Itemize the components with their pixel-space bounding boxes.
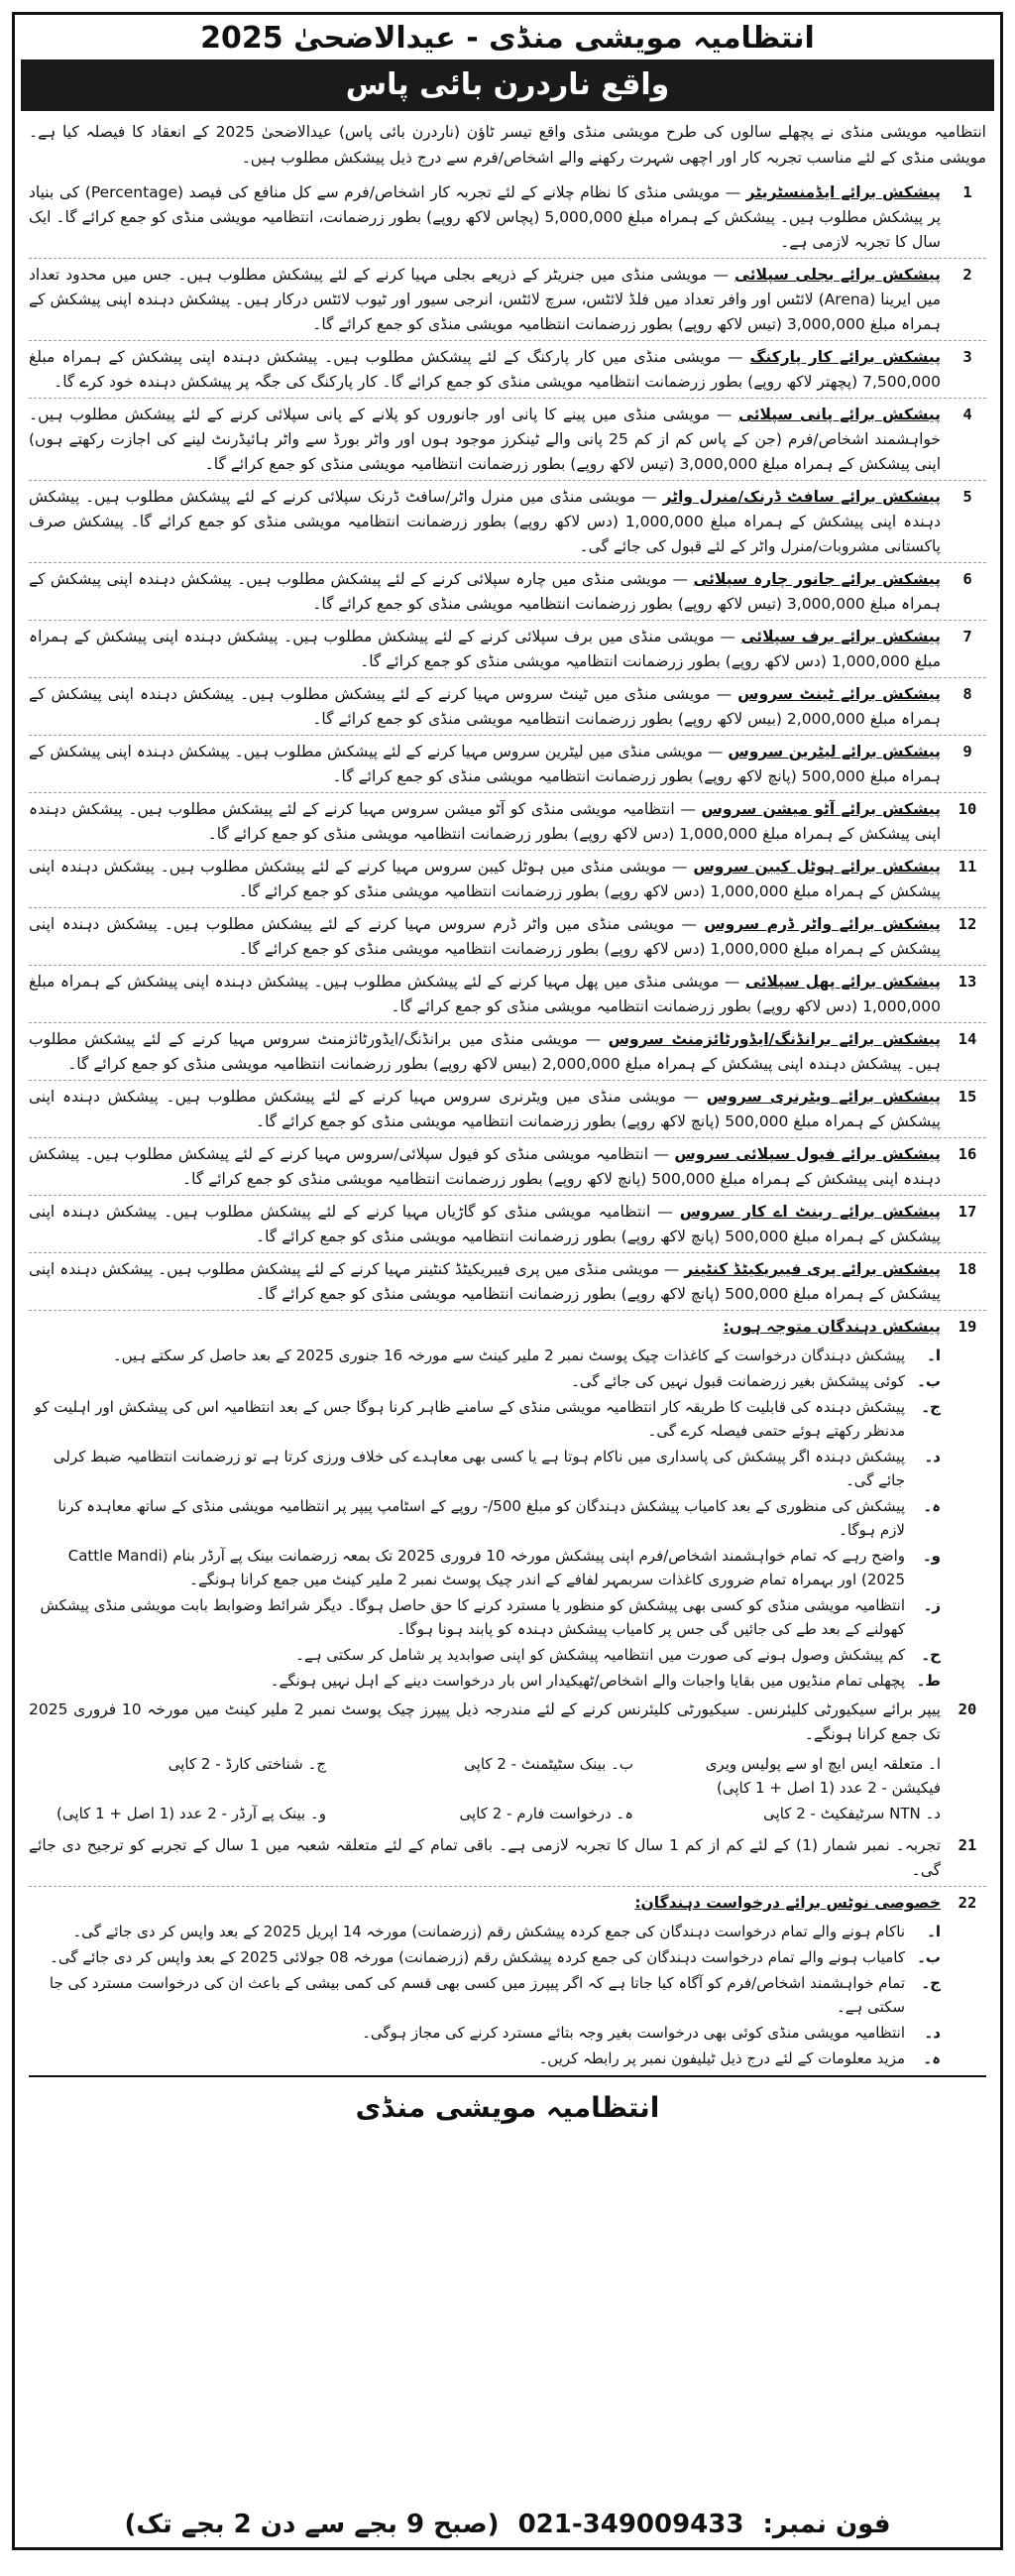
tender-item: 8 پیشکش برائے ٹینٹ سروس — مویشی منڈی میں ٹینٹ سروس مہیا کرنے کے لئے پیشکش مطلوب ہیں۔ پیشکش دہندہ اپنی پیشکش کے ہمراہ مبلغ 2,000,000 (بیس لاکھ روپے) بطور زرضمانت انتظامیہ مویشی منڈی کو جمع کرائے گا۔ [29,678,986,736]
sub-clause-label: ہ۔ [923,2049,941,2067]
sub-clause [29,1343,986,1368]
tender-item: 10 پیشکش برائے آٹو میشن سروس — انتظامیہ مویشی منڈی کو آٹو میشن سروس مہیا کرنے کے لئے پیشکش مطلوب ہیں۔ پیشکش دہندہ اپنی پیشکش کے ہمراہ مبلغ 1,000,000 (دس لاکھ روپے) بطور زرضمانت انتظامیہ مویشی منڈی کو جمع کرائے گا۔ [29,793,986,851]
item-heading: پیشکش دہندگان متوجہ ہوں: [723,1318,941,1336]
sub-clause-label: ب۔ [917,1372,941,1390]
sub-clause-text: تمام خواہشمند اشخاص/فرم کو آگاہ کیا جاتا ہے کہ اگر پیپرز میں کسی بھی قسم کی کمی بیشی کے باعث ان کی درخواست مسترد کی جا سکتی ہے۔ [49,1974,905,2016]
tender-item: 9 پیشکش برائے لیٹرین سروس — مویشی منڈی میں لیٹرین سروس مہیا کرنے کے لئے پیشکش مطلوب ہیں۔ پیشکش دہندہ اپنی پیشکش کے ہمراہ مبلغ 500,000 (پانچ لاکھ روپے) بطور زرضمانت انتظامیہ مویشی منڈی کو جمع کرائے گا۔ [29,736,986,793]
item-number: 13 [958,973,977,991]
item-text: مویشی منڈی میں جنریٹر کے ذریعے بجلی مہیا کرنے کے لئے پیشکش مطلوب ہیں۔ جس میں محدود تعداد میں ایرینا (Arena) لائٹس اور وافر تعداد میں فلڈ لائٹس، سرچ لائٹس، انرجی سیور اور ٹیوب لائٹس درکار ہیں۔ پیشکش دہندہ اپنی پیشکش کے ہمراہ مبلغ 3,000,000 (تیس لاکھ روپے) بطور زرضمانت انتظامیہ مویشی منڈی کو جمع کرائے گا۔ [29,266,941,333]
divider [29,2075,986,2077]
item-text: مویشی منڈی میں پری فیبریکیٹڈ کنٹینر مہیا کرنے کے لئے پیشکش مطلوب ہیں۔ پیشکش دہندہ اپنی پیشکش کے ہمراہ مبلغ 500,000 (پانچ لاکھ روپے) بطور زرضمانت انتظامیہ مویشی منڈی کو جمع کرائے گا۔ [29,1260,941,1303]
tender-item: 2 پیشکش برائے بجلی سپلائی — مویشی منڈی میں جنریٹر کے ذریعے بجلی مہیا کرنے کے لئے پیشکش مطلوب ہیں۔ جس میں محدود تعداد میں ایرینا (Arena) لائٹس اور وافر تعداد میں فلڈ لائٹس، سرچ لائٹس، انرجی سیور اور ٹیوب لائٹس درکار ہیں۔ پیشکش دہندہ اپنی پیشکش کے ہمراہ مبلغ 3,000,000 (تیس لاکھ روپے) بطور زرضمانت انتظامیہ مویشی منڈی کو جمع کرائے گا۔ [29,259,986,341]
item-text: مویشی منڈی میں واٹر ڈرم سروس مہیا کرنے کے لئے پیشکش مطلوب ہیں۔ پیشکش دہندہ اپنی پیشکش کے ہمراہ مبلغ 1,000,000 (دس لاکھ روپے) بطور زرضمانت انتظامیہ مویشی منڈی کو جمع کرائے گا۔ [29,915,941,958]
sub-clause-text: پچھلی تمام منڈیوں میں بقایا واجبات والے اشخاص/ٹھیکیدار اس بار درخواست دینے کے اہل نہیں ہونگے۔ [270,1672,905,1690]
item-text: مویشی منڈی میں برانڈنگ/ایڈورٹائزمنٹ سروس مہیا کرنے کے لئے پیشکش مطلوب ہیں۔ پیشکش دہندہ اپنی پیشکش کے ہمراہ مبلغ 2,000,000 (بیس لاکھ روپے) بطور زرضمانت انتظامیہ مویشی منڈی کو جمع کرائے گا۔ [29,1030,941,1073]
sub-clause-label: د۔ [924,2024,941,2042]
sub-clause [29,1368,986,1394]
item-number: 1 [962,183,972,201]
sub-clause [29,1493,986,1543]
sub-clause [29,1919,986,1944]
sub-clause-label: ج۔ [921,1974,941,1992]
tender-item: 12 پیشکش برائے واٹر ڈرم سروس — مویشی منڈی میں واٹر ڈرم سروس مہیا کرنے کے لئے پیشکش مطلوب ہیں۔ پیشکش دہندہ اپنی پیشکش کے ہمراہ مبلغ 1,000,000 (دس لاکھ روپے) بطور زرضمانت انتظامیہ مویشی منڈی کو جمع کرائے گا۔ [29,908,986,966]
item-text: پیپر برائے سیکیورٹی کلیئرنس۔ سیکیورٹی کلیئرنس کرنے کے لئے مندرجہ ذیل پیپرز چیک پوسٹ نمبر 2 ملیر کینٹ میں مورخہ 10 فروری 2025 تک جمع کرانا ہونگے۔ [29,1700,941,1743]
tender-item: 18 پیشکش برائے پری فیبریکیٹڈ کنٹینر — مویشی منڈی میں پری فیبریکیٹڈ کنٹینر مہیا کرنے کے لئے پیشکش مطلوب ہیں۔ پیشکش دہندہ اپنی پیشکش کے ہمراہ مبلغ 500,000 (پانچ لاکھ روپے) بطور زرضمانت انتظامیہ مویشی منڈی کو جمع کرائے گا۔ [29,1253,986,1311]
item-number: 18 [958,1260,977,1278]
item-heading: پیشکش برائے ویٹرنری سروس [706,1088,941,1106]
sub-clause-label: د۔ [924,1448,941,1465]
sub-clause-text: واضح رہے کہ تمام خواہشمند اشخاص/فرم اپنی پیشکش مورخہ 10 فروری 2025 تک بمعہ زرضمانت بینک پے آرڈر بنام (Cattle Mandi 2025) اور بہمراہ تمام ضروری کاغذات سربمہر لفافے کے اندر چیک پوسٹ نمبر 2 ملیر کینٹ میں جمع کرانا ہونگے۔ [67,1547,905,1588]
item-number: 8 [962,685,972,703]
sub-clause-label: ح۔ [921,1646,941,1664]
item-heading: پیشکش برائے جانور چارہ سپلائی [693,570,941,588]
item-heading: پیشکش برائے فیول سپلائی سروس [674,1145,942,1163]
notice-page [12,12,1003,2550]
item-number: 17 [958,1203,977,1221]
item-text: مویشی منڈی میں ٹینٹ سروس مہیا کرنے کے لئے پیشکش مطلوب ہیں۔ پیشکش دہندہ اپنی پیشکش کے ہمراہ مبلغ 2,000,000 (بیس لاکھ روپے) بطور زرضمانت انتظامیہ مویشی منڈی کو جمع کرائے گا۔ [29,685,941,728]
phone-label: فون نمبر: [762,2510,891,2539]
sub-clause-text: انتظامیہ مویشی منڈی کو کسی بھی پیشکش کو منظور یا مسترد کرنے کا حق حاصل ہوگا۔ دیگر شرائط وضوابط بابت مویشی منڈی پیشکش کھولنے کے بعد طے کی جائیں گی جس پر کامیاب پیشکش دہندہ کو پابند ہونا ہوگا۔ [40,1596,905,1638]
sub-clause [29,1394,986,1444]
sub-clause-label: و۔ [922,1547,941,1565]
tender-item: 3 پیشکش برائے کار پارکنگ — مویشی منڈی میں کار پارکنگ کے لئے پیشکش مطلوب ہیں۔ پیشکش دہندہ اپنی پیشکش کے ہمراہ مبلغ 7,500,000 (پچھتر لاکھ روپے) بطور زرضمانت انتظامیہ مویشی منڈی کو جمع کرائے گا۔ کار پارکنگ کی جگہ پر پیشکش دہندہ خود کرے گا۔ [29,341,986,399]
item-number: 11 [958,858,977,876]
document-entry: ا۔ متعلقہ ایس ایچ او سے پولیس ویری فیکیشن - 2 عدد (1 اصل + 1 کاپی) [705,1755,941,1797]
item-number: 21 [958,1836,977,1854]
item-number: 3 [962,348,972,366]
sub-clause-label: ا۔ [927,1923,941,1940]
signature: انتظامیہ مویشی منڈی [355,2091,660,2124]
item-number: 22 [958,1894,977,1912]
item-number: 2 [962,266,972,284]
sub-clause [29,2046,986,2071]
item-number: 12 [958,915,977,933]
item-text: انتظامیہ مویشی منڈی کو گاڑیاں مہیا کرنے کے لئے پیشکش مطلوب ہیں۔ پیشکش دہندہ اپنی پیشکش کے ہمراہ مبلغ 500,000 (پانچ لاکھ روپے) بطور زرضمانت انتظامیہ مویشی منڈی کو جمع کرائے گا۔ [29,1203,941,1245]
item-heading: پیشکش برائے ٹینٹ سروس [737,685,942,703]
sub-clause [29,1642,986,1668]
tender-item: 7 پیشکش برائے برف سپلائی — مویشی منڈی میں برف سپلائی کرنے کے لئے پیشکش مطلوب ہیں۔ پیشکش دہندہ اپنی پیشکش کے ہمراہ مبلغ 1,000,000 (دس لاکھ روپے) بطور زرضمانت انتظامیہ مویشی منڈی کو جمع کرائے گا۔ [29,621,986,678]
item-text: مویشی منڈی میں ہوٹل کیبن سروس مہیا کرنے کے لئے پیشکش مطلوب ہیں۔ پیشکش دہندہ اپنی پیشکش کے ہمراہ مبلغ 1,000,000 (دس لاکھ روپے) بطور زرضمانت انتظامیہ مویشی منڈی کو جمع کرائے گا۔ [29,858,941,900]
sub-clause-text: پیشکش کی منظوری کے بعد کامیاب پیشکش دہندگان کو مبلغ 500/- روپے کے اسٹامپ پیپر پر انتظامیہ مویشی منڈی کے ساتھ معاہدہ کرنا لازم ہوگا۔ [57,1497,905,1539]
item-text: مویشی منڈی میں منرل واٹر/سافٹ ڈرنک سپلائی کرنے کے لئے پیشکش مطلوب ہیں۔ پیشکش دہندہ اپنی پیشکش کے ہمراہ مبلغ 1,000,000 (دس لاکھ روپے) بطور زرضمانت انتظامیہ مویشی منڈی کو جمع کرائے گا۔ پیشکش صرف پاکستانی مشروبات/منرل واٹر کے لئے قبول کی جائے گی۔ [29,488,941,555]
sub-clause-text: انتظامیہ مویشی منڈی کوئی بھی درخواست بغیر وجہ بتائے مسترد کرنے کی مجاز ہوگی۔ [362,2024,905,2042]
sub-clause [29,2020,986,2046]
item-number: 7 [962,628,972,645]
sub-clause-text: کم پیشکش وصول ہونے کی صورت میں انتظامیہ پیشکش کو اپنی صوابدید پر شامل کر سکتی ہے۔ [295,1646,905,1664]
tender-item: 1 پیشکش برائے ایڈمنسٹریٹر — مویشی منڈی کا نظام چلانے کے لئے تجربہ کار اشخاص/فرم سے کل منافع کی فیصد (Percentage) کی بنیاد پر پیشکش مطلوب ہیں۔ پیشکش کے ہمراہ مبلغ 5,000,000 (پچاس لاکھ روپے) بطور زرضمانت، انتظامیہ مویشی منڈی کو جمع کرائے گا۔ ایک سال کا تجربہ لازمی ہے۔ [29,176,986,259]
item-text: انتظامیہ مویشی منڈی کو آٹو میشن سروس مہیا کرنے کے لئے پیشکش مطلوب ہیں۔ پیشکش دہندہ اپنی پیشکش کے ہمراہ مبلغ 1,000,000 (دس لاکھ روپے) بطور زرضمانت انتظامیہ مویشی منڈی کو جمع کرائے گا۔ [29,800,941,843]
tender-item: 16 پیشکش برائے فیول سپلائی سروس — انتظامیہ مویشی منڈی کو فیول سپلائی/سروس مہیا کرنے کے لئے پیشکش مطلوب ہیں۔ پیشکش دہندہ اپنی پیشکش کے ہمراہ مبلغ 500,000 (پانچ لاکھ روپے) بطور زرضمانت انتظامیہ مویشی منڈی کو جمع کرائے گا۔ [29,1138,986,1196]
required-documents [29,1750,986,1829]
item-text: تجربہ۔ نمبر شمار (1) کے لئے کم از کم 1 سال کا تجربہ لازمی ہے۔ باقی تمام کے لئے متعلقہ شعبہ میں 1 سال کے تجربے کو ترجیح دی جائے گی۔ [29,1836,942,1879]
sub-clause-label: ط۔ [916,1672,941,1690]
sub-clause [29,1592,986,1642]
item-heading: پیشکش برائے برف سپلائی [740,628,941,645]
sub-clause-label: ب۔ [917,1948,941,1966]
sub-clause-text: کوئی پیشکش بغیر زرضمانت قبول نہیں کی جائے گی۔ [571,1372,905,1390]
item-heading: پیشکش برائے پانی سپلائی [738,406,941,423]
item-number: 19 [958,1318,977,1336]
tender-item: 6 پیشکش برائے جانور چارہ سپلائی — مویشی منڈی میں چارہ سپلائی کرنے کے لئے پیشکش مطلوب ہیں۔ پیشکش دہندہ اپنی پیشکش کے ہمراہ مبلغ 3,000,000 (تیس لاکھ روپے) بطور زرضمانت انتظامیہ مویشی منڈی کو جمع کرائے گا۔ [29,563,986,621]
item-text: مویشی منڈی میں لیٹرین سروس مہیا کرنے کے لئے پیشکش مطلوب ہیں۔ پیشکش دہندہ اپنی پیشکش کے ہمراہ مبلغ 500,000 (پانچ لاکھ روپے) بطور زرضمانت انتظامیہ مویشی منڈی کو جمع کرائے گا۔ [29,743,941,785]
item-20 [15,1694,1000,1829]
sub-clause [29,1970,986,2020]
item-heading: پیشکش برائے برانڈنگ/ایڈورٹائزمنٹ سروس [608,1030,941,1048]
tender-item: 13 پیشکش برائے پھل سپلائی — مویشی منڈی میں پھل مہیا کرنے کے لئے پیشکش مطلوب ہیں۔ پیشکش دہندہ اپنی پیشکش کے ہمراہ مبلغ 1,000,000 (دس لاکھ روپے) بطور زرضمانت انتظامیہ مویشی منڈی کو جمع کرائے گا۔ [29,966,986,1023]
item-text: مویشی منڈی میں پینے کا پانی اور جانوروں کو پلانے کے پانی سپلائی کرنے کے لئے پیشکش مطلوب ہیں۔ خواہشمند اشخاص/فرم (جن کے پاس کم از کم 25 پانی والے ٹینکرز موجود ہوں اور واٹر بورڈ سے واٹر ہائیڈرنٹ لینے کی اجازت رکھتے ہوں) اپنی پیشکش کے ہمراہ مبلغ 3,000,000 (تیس لاکھ روپے) بطور زرضمانت انتظامیہ مویشی منڈی کو جمع کرائے گا۔ [29,406,941,473]
item-heading: پیشکش برائے واٹر ڈرم سروس [704,915,941,933]
sub-clause-text: پیشکش دہندہ اگر پیشکش کی پاسداری میں ناکام ہوتا ہے یا کسی بھی معاہدے کی خلاف ورزی کرتا ہے تو زرضمانت انتظامیہ ضبط کرلی جائے گی۔ [53,1448,905,1489]
location-banner: واقع ناردرن بائی پاس [21,59,994,111]
item-number: 20 [958,1700,977,1718]
sub-clause [29,1543,986,1592]
sub-clause-label: ج۔ [921,1398,941,1416]
item-19 [15,1311,1000,1694]
sub-clause-text: پیشکش دہندگان درخواست کے کاغذات چیک پوسٹ نمبر 2 ملیر کینٹ سے مورخہ 16 جنوری 2025 کے بعد حاصل کر سکتے ہیں۔ [112,1347,905,1364]
intro-paragraph: انتظامیہ مویشی منڈی نے پچھلے سالوں کی طرح مویشی منڈی واقع تیسر ٹاؤن (ناردرن بائی پاس) عیدالاضحیٰ 2025 کے انعقاد کا فیصلہ کیا ہے۔ مویشی منڈی کے لئے مناسب تجربہ کار اور اچھی شہرت رکھنے والے اشخاص/فرم سے درج ذیل پیشکش مطلوب ہیں۔ [29,123,986,167]
tender-item: 14 پیشکش برائے برانڈنگ/ایڈورٹائزمنٹ سروس — مویشی منڈی میں برانڈنگ/ایڈورٹائزمنٹ سروس مہیا کرنے کے لئے پیشکش مطلوب ہیں۔ پیشکش دہندہ اپنی پیشکش کے ہمراہ مبلغ 2,000,000 (بیس لاکھ روپے) بطور زرضمانت انتظامیہ مویشی منڈی کو جمع کرائے گا۔ [29,1023,986,1081]
item-heading: پیشکش برائے لیٹرین سروس [728,743,941,761]
tender-item: 15 پیشکش برائے ویٹرنری سروس — مویشی منڈی میں ویٹرنری سروس مہیا کرنے کے لئے پیشکش مطلوب ہیں۔ پیشکش دہندہ اپنی پیشکش کے ہمراہ مبلغ 500,000 (پانچ لاکھ روپے) بطور زرضمانت انتظامیہ مویشی منڈی کو جمع کرائے گا۔ [29,1081,986,1138]
item-heading: پیشکش برائے آٹو میشن سروس [701,800,941,818]
item-22 [15,1887,1000,2071]
item-heading: پیشکش برائے بجلی سپلائی [734,266,941,284]
contact-phone [15,2510,1000,2539]
item-number: 10 [958,800,977,818]
item-text: انتظامیہ مویشی منڈی کو فیول سپلائی/سروس مہیا کرنے کے لئے پیشکش مطلوب ہیں۔ پیشکش دہندہ اپنی پیشکش کے ہمراہ مبلغ 500,000 (پانچ لاکھ روپے) بطور زرضمانت انتظامیہ مویشی منڈی کو جمع کرائے گا۔ [29,1145,941,1188]
sub-clause-text: پیشکش دہندہ کی قابلیت کا طریقہ کار انتظامیہ مویشی منڈی کے سامنے ظاہر کرنا ہوگا جس کے بعد انتظامیہ اس کی پیشکش اور اہلیت کو مدنظر رکھتے ہوئے حتمی فیصلہ کرے گی۔ [34,1398,905,1440]
item-number: 15 [958,1088,977,1106]
sub-clause-text: ناکام ہونے والے تمام درخواست دہندگان کی جمع کردہ پیشکش رقم (زرضمانت) مورخہ 14 اپریل 2025 کے بعد واپس کر دی جائے گی۔ [72,1923,905,1940]
item-text: مویشی منڈی میں کار پارکنگ کے لئے پیشکش مطلوب ہیں۔ پیشکش دہندہ اپنی پیشکش کے ہمراہ مبلغ 7,500,000 (پچھتر لاکھ روپے) بطور زرضمانت انتظامیہ مویشی منڈی کو جمع کرائے گا۔ کار پارکنگ کی جگہ پر پیشکش دہندہ خود کرے گا۔ [29,348,941,391]
item-text: مویشی منڈی کا نظام چلانے کے لئے تجربہ کار اشخاص/فرم سے کل منافع کی فیصد (Percentage) کی بنیاد پر پیشکش مطلوب ہیں۔ پیشکش کے ہمراہ مبلغ 5,000,000 (پچاس لاکھ روپے) بطور زرضمانت، انتظامیہ مویشی منڈی کو جمع کرائے گا۔ ایک سال کا تجربہ لازمی ہے۔ [29,183,942,251]
tender-item: 17 پیشکش برائے رینٹ اے کار سروس — انتظامیہ مویشی منڈی کو گاڑیاں مہیا کرنے کے لئے پیشکش مطلوب ہیں۔ پیشکش دہندہ اپنی پیشکش کے ہمراہ مبلغ 500,000 (پانچ لاکھ روپے) بطور زرضمانت انتظامیہ مویشی منڈی کو جمع کرائے گا۔ [29,1196,986,1253]
document-entry: ج۔ شناختی کارڈ - 2 کاپی [168,1755,326,1773]
sub-clause [29,1668,986,1694]
item-text: مویشی منڈی میں برف سپلائی کرنے کے لئے پیشکش مطلوب ہیں۔ پیشکش دہندہ اپنی پیشکش کے ہمراہ مبلغ 1,000,000 (دس لاکھ روپے) بطور زرضمانت انتظامیہ مویشی منڈی کو جمع کرائے گا۔ [29,628,941,670]
item-heading: پیشکش برائے ہوٹل کیبن سروس [693,858,941,876]
item-number: 4 [962,406,972,423]
tender-item: 11 پیشکش برائے ہوٹل کیبن سروس — مویشی منڈی میں ہوٹل کیبن سروس مہیا کرنے کے لئے پیشکش مطلوب ہیں۔ پیشکش دہندہ اپنی پیشکش کے ہمراہ مبلغ 1,000,000 (دس لاکھ روپے) بطور زرضمانت انتظامیہ مویشی منڈی کو جمع کرائے گا۔ [29,851,986,908]
item-number: 16 [958,1145,977,1163]
phone-number: 021-349009433 [517,2510,744,2539]
item-text: مویشی منڈی میں پھل مہیا کرنے کے لئے پیشکش مطلوب ہیں۔ پیشکش دہندہ اپنی پیشکش کے ہمراہ مبلغ 1,000,000 (دس لاکھ روپے) بطور زرضمانت انتظامیہ مویشی منڈی کو جمع کرائے گا۔ [29,973,941,1015]
sub-clause-text: مزید معلومات کے لئے درج ذیل ٹیلیفون نمبر پر رابطہ کریں۔ [538,2049,905,2067]
tender-item: 5 پیشکش برائے سافٹ ڈرنک/منرل واٹر — مویشی منڈی میں منرل واٹر/سافٹ ڈرنک سپلائی کرنے کے لئے پیشکش مطلوب ہیں۔ پیشکش دہندہ اپنی پیشکش کے ہمراہ مبلغ 1,000,000 (دس لاکھ روپے) بطور زرضمانت انتظامیہ مویشی منڈی کو جمع کرائے گا۔ پیشکش صرف پاکستانی مشروبات/منرل واٹر کے لئے قبول کی جائے گی۔ [29,481,986,563]
office-hours: (صبح 9 بجے سے دن 2 بجے تک) [124,2510,500,2539]
document-entry: د۔ NTN سرٹیفکیٹ - 2 کاپی [763,1805,941,1822]
item-text: مویشی منڈی میں چارہ سپلائی کرنے کے لئے پیشکش مطلوب ہیں۔ پیشکش دہندہ اپنی پیشکش کے ہمراہ مبلغ 3,000,000 (تیس لاکھ روپے) بطور زرضمانت انتظامیہ مویشی منڈی کو جمع کرائے گا۔ [29,570,941,613]
document-entry: ب۔ بینک سٹیٹمنٹ - 2 کاپی [464,1755,633,1773]
item-heading: پیشکش برائے سافٹ ڈرنک/منرل واٹر [662,488,941,506]
item-number: 9 [962,743,972,761]
item-heading: پیشکش برائے پری فیبریکیٹڈ کنٹینر [684,1260,941,1278]
sub-clause [29,1444,986,1493]
item-heading: پیشکش برائے کار پارکنگ [749,348,941,366]
item-21 [15,1829,1000,1887]
sub-clause [29,1944,986,1970]
item-heading: پیشکش برائے ایڈمنسٹریٹر [745,183,941,201]
sub-clause-text: کامیاب ہونے والے تمام درخواست دہندگان کی جمع کردہ پیشکش رقم (زرضمانت) مورخہ 08 جولائی 2025 کے بعد واپس کر دی جائے گی۔ [50,1948,905,1966]
sub-clause-label: ہ۔ [923,1497,941,1515]
item-heading: خصوصی نوٹس برائے درخواست دہندگان: [634,1894,941,1912]
item-number: 14 [958,1030,977,1048]
sub-clause-label: ز۔ [923,1596,941,1614]
item-heading: پیشکش برائے رینٹ اے کار سروس [679,1203,941,1221]
item-text: مویشی منڈی میں ویٹرنری سروس مہیا کرنے کے لئے پیشکش مطلوب ہیں۔ پیشکش دہندہ اپنی پیشکش کے ہمراہ مبلغ 500,000 (پانچ لاکھ روپے) بطور زرضمانت انتظامیہ مویشی منڈی کو جمع کرائے گا۔ [29,1088,941,1130]
document-entry: ہ۔ درخواست فارم - 2 کاپی [459,1805,633,1822]
items-list [15,176,1000,1311]
item-number: 6 [962,570,972,588]
tender-item: 4 پیشکش برائے پانی سپلائی — مویشی منڈی میں پینے کا پانی اور جانوروں کو پلانے کے پانی سپلائی کرنے کے لئے پیشکش مطلوب ہیں۔ خواہشمند اشخاص/فرم (جن کے پاس کم از کم 25 پانی والے ٹینکرز موجود ہوں اور واٹر بورڈ سے واٹر ہائیڈرنٹ لینے کی اجازت رکھتے ہوں) اپنی پیشکش کے ہمراہ مبلغ 3,000,000 (تیس لاکھ روپے) بطور زرضمانت انتظامیہ مویشی منڈی کو جمع کرائے گا۔ [29,399,986,481]
document-entry: و۔ بینک پے آرڈر - 2 عدد (1 اصل + 1 کاپی) [56,1805,326,1822]
notice-title: انتظامیہ مویشی منڈی - عیدالاضحیٰ 2025 [200,21,815,56]
sub-clause-label: ا۔ [927,1347,941,1364]
item-heading: پیشکش برائے پھل سپلائی [744,973,941,991]
item-number: 5 [962,488,972,506]
